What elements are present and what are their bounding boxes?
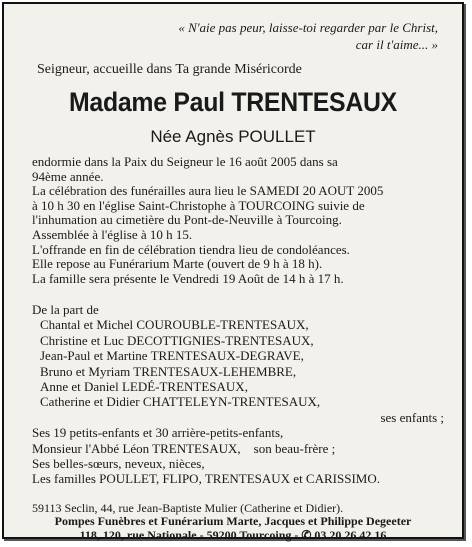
child-entry: Bruno et Myriam TRENTESAUX-LEHEMBRE, — [40, 363, 297, 379]
child-entry: Christine et Luc DECOTTIGNIES-TRENTESAUX, — [40, 332, 314, 348]
family-address: 59113 Seclin, 44, rue Jean-Baptiste Mulier (Catherine et Didier). — [32, 501, 344, 515]
family-list — [32, 302, 452, 487]
body-line: La célébration des funérailles aura lieu le SAMEDI 20 AOUT 2005 — [32, 183, 384, 199]
funeral-home-address: 118, 120, rue Nationale - 59200 Tourcoing - ✆ 03.20.26.42.16 — [79, 528, 387, 542]
intro-text: Seigneur, accueille dans Ta grande Miséricorde — [37, 62, 302, 77]
families-entry: Les familles POULLET, FLIPO, TRENTESAUX et CARISSIMO. — [32, 471, 380, 487]
body-line: Elle repose au Funérarium Marte (ouvert de 9 h à 18 h). — [32, 256, 323, 272]
deceased-name: Madame Paul TRENTESAUX — [69, 87, 397, 117]
child-entry: Chantal et Michel COUROUBLE-TRENTESAUX, — [40, 317, 309, 333]
child-entry: Anne et Daniel LEDÉ-TRENTESAUX, — [40, 379, 248, 395]
body-line: l'inhumation au cimetière du Pont-de-Neuville à Tourcoing. — [32, 212, 342, 228]
funeral-home-name: Pompes Funèbres et Funérarium Marte, Jacques et Philippe Degeeter — [54, 514, 412, 528]
body-line: L'offrande en fin de célébration tiendra lieu de condoléances. — [32, 241, 350, 257]
grandchildren-entry: Ses 19 petits-enfants et 30 arrière-petits-enfants, — [32, 425, 284, 441]
quote-line-1: « N'aie pas peur, laisse-toi regarder par le Christ, — [178, 20, 438, 35]
de-la-part-label: De la part de — [32, 302, 99, 317]
body-line: endormie dans la Paix du Seigneur le 16 août 2005 dans sa — [32, 154, 338, 169]
brother-in-law-entry: Monsieur l'Abbé Léon TRENTESAUX, son beau-frère ; — [32, 440, 336, 456]
body-line: 94ème année. — [32, 168, 104, 184]
body-line: La famille sera présente le Vendredi 19 Août de 14 h à 17 h. — [32, 270, 344, 286]
in-laws-entry: Ses belles-sœurs, neveux, nièces, — [32, 456, 205, 472]
child-entry: Catherine et Didier CHATTELEYN-TRENTESAUX, — [40, 394, 321, 410]
obituary-notice — [2, 2, 464, 542]
body-line: Assemblée à l'église à 10 h 15. — [32, 226, 193, 242]
body-line: à 10 h 30 en l'église Saint-Christophe à TOURCOING suivie de — [32, 197, 365, 213]
quote-line-2: car il t'aime... » — [355, 37, 438, 52]
announcement-body — [32, 155, 452, 286]
ses-enfants-label: ses enfants ; — [380, 409, 444, 425]
child-entry: Jean-Paul et Martine TRENTESAUX-DEGRAVE, — [40, 348, 304, 364]
maiden-name: Née Agnès POULLET — [150, 127, 316, 146]
